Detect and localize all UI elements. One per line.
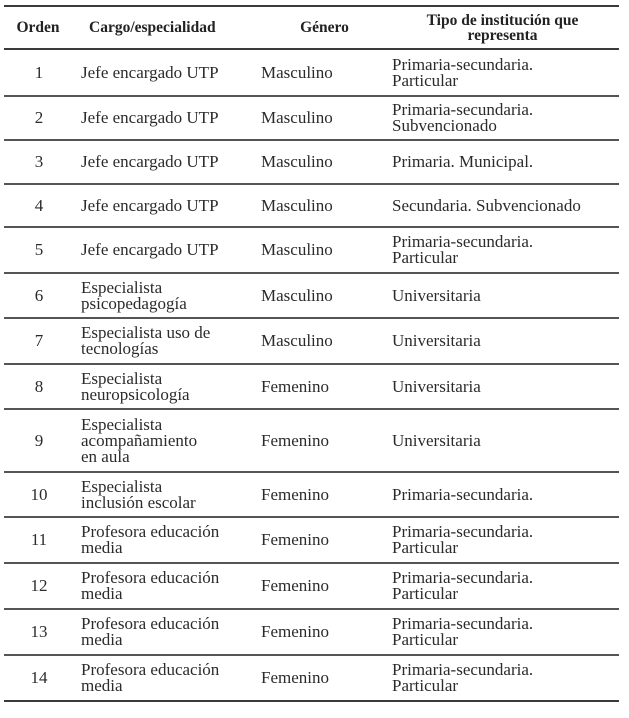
cell-tipo xyxy=(386,184,619,227)
table-row xyxy=(4,96,619,140)
cell-cargo xyxy=(72,273,255,318)
cell-cargo-line: Especialista uso de xyxy=(81,323,211,342)
header-cargo: Cargo/especialidad xyxy=(72,6,255,49)
cell-tipo-line: Universitaria xyxy=(392,430,481,450)
cell-genero: Femenino xyxy=(255,655,386,701)
header-tipo-line2: representa xyxy=(467,26,538,44)
cell-orden: 5 xyxy=(4,227,72,273)
cell-genero: Masculino xyxy=(255,96,386,140)
cell-tipo xyxy=(386,655,619,701)
cell-tipo xyxy=(386,563,619,609)
table-row xyxy=(4,49,619,96)
cell-cargo-line: Jefe encargado UTP xyxy=(81,240,219,259)
cell-genero: Femenino xyxy=(255,609,386,655)
cell-genero: Masculino xyxy=(255,227,386,273)
cell-tipo-line: Particular xyxy=(392,248,459,267)
cell-cargo xyxy=(72,563,255,609)
cell-cargo xyxy=(72,318,255,364)
cell-cargo-line: Profesora educación xyxy=(81,614,220,633)
cell-cargo-line: Especialista xyxy=(81,476,163,496)
cell-orden: 1 xyxy=(4,49,72,96)
cell-cargo-line: media xyxy=(81,676,123,695)
table-row xyxy=(4,472,619,517)
cell-tipo-line: Particular xyxy=(392,584,459,603)
cell-tipo-line: Universitaria xyxy=(392,331,481,350)
header-orden: Orden xyxy=(4,6,72,49)
table-row xyxy=(4,409,619,472)
cell-tipo-line: Secundaria. Subvencionado xyxy=(392,195,581,215)
cell-cargo-line: media xyxy=(81,630,123,649)
cell-tipo-line: Primaria-secundaria. xyxy=(392,660,534,679)
cell-genero: Femenino xyxy=(255,517,386,563)
cell-tipo-line: Universitaria xyxy=(392,285,481,305)
cell-tipo xyxy=(386,96,619,140)
cell-cargo-line: Jefe encargado UTP xyxy=(81,152,219,171)
cell-cargo xyxy=(72,49,255,96)
cell-tipo-line: Primaria. Municipal. xyxy=(392,152,534,171)
cell-tipo xyxy=(386,227,619,273)
cell-cargo-line: acompañamiento xyxy=(81,430,198,450)
table-row xyxy=(4,655,619,701)
table-row xyxy=(4,273,619,318)
cell-cargo-line: Profesora educación xyxy=(81,522,220,541)
cell-tipo-line: Primaria-secundaria. xyxy=(392,232,534,251)
cell-tipo xyxy=(386,472,619,517)
table-body xyxy=(4,49,619,701)
cell-cargo-line: neuropsicología xyxy=(81,384,190,404)
cell-cargo xyxy=(72,364,255,409)
cell-tipo xyxy=(386,273,619,318)
cell-tipo xyxy=(386,409,619,472)
cell-cargo xyxy=(72,517,255,563)
cell-cargo xyxy=(72,409,255,472)
cell-tipo xyxy=(386,49,619,96)
cell-orden: 13 xyxy=(4,609,72,655)
header-genero: Género xyxy=(255,6,386,49)
cell-genero: Masculino xyxy=(255,140,386,184)
cell-cargo-line: media xyxy=(81,584,123,603)
cell-cargo-line: Especialista xyxy=(81,414,163,434)
cell-cargo xyxy=(72,472,255,517)
table-row xyxy=(4,184,619,227)
cell-orden: 7 xyxy=(4,318,72,364)
cell-tipo xyxy=(386,609,619,655)
cell-cargo xyxy=(72,96,255,140)
cell-cargo xyxy=(72,227,255,273)
cell-cargo-line: media xyxy=(81,538,123,557)
cell-genero: Femenino xyxy=(255,364,386,409)
cell-cargo xyxy=(72,609,255,655)
header-tipo xyxy=(386,6,619,49)
cell-cargo-line: Profesora educación xyxy=(81,568,220,587)
header-row xyxy=(4,6,619,49)
cell-cargo xyxy=(72,655,255,701)
cell-orden: 10 xyxy=(4,472,72,517)
cell-tipo-line: Primaria-secundaria. xyxy=(392,522,534,541)
cell-tipo-line: Primaria-secundaria. xyxy=(392,54,534,74)
cell-tipo-line: Particular xyxy=(392,630,459,649)
cell-cargo-line: Profesora educación xyxy=(81,660,220,679)
cell-cargo-line: Especialista xyxy=(81,368,163,388)
table-row xyxy=(4,318,619,364)
cell-tipo xyxy=(386,364,619,409)
cell-genero: Masculino xyxy=(255,318,386,364)
cell-cargo-line: Jefe encargado UTP xyxy=(81,108,219,127)
cell-tipo-line: Subvencionado xyxy=(392,116,497,135)
cell-orden: 6 xyxy=(4,273,72,318)
cell-tipo-line: Particular xyxy=(392,676,459,695)
cell-orden: 11 xyxy=(4,517,72,563)
cell-tipo-line: Primaria-secundaria. xyxy=(392,100,534,119)
cell-orden: 12 xyxy=(4,563,72,609)
table-row xyxy=(4,364,619,409)
cell-tipo xyxy=(386,517,619,563)
cell-cargo-line: Jefe encargado UTP xyxy=(81,62,219,82)
cell-tipo-line: Primaria-secundaria. xyxy=(392,614,534,633)
cell-orden: 2 xyxy=(4,96,72,140)
cell-cargo xyxy=(72,140,255,184)
cell-orden: 14 xyxy=(4,655,72,701)
cell-tipo xyxy=(386,140,619,184)
cell-genero: Masculino xyxy=(255,49,386,96)
cell-tipo-line: Particular xyxy=(392,538,459,557)
table-row xyxy=(4,563,619,609)
table-row xyxy=(4,517,619,563)
cell-genero: Femenino xyxy=(255,409,386,472)
cell-orden: 8 xyxy=(4,364,72,409)
cell-cargo-line: Especialista xyxy=(81,277,163,297)
cell-tipo-line: Particular xyxy=(392,70,459,90)
cell-tipo-line: Primaria-secundaria. xyxy=(392,568,534,587)
cell-genero: Femenino xyxy=(255,472,386,517)
cell-tipo-line: Universitaria xyxy=(392,376,481,396)
cell-cargo-line: Jefe encargado UTP xyxy=(81,195,219,215)
cell-cargo-line: inclusión escolar xyxy=(81,492,196,512)
cell-tipo xyxy=(386,318,619,364)
cell-genero: Masculino xyxy=(255,184,386,227)
table-header xyxy=(4,6,619,49)
cell-cargo-line: psicopedagogía xyxy=(81,293,187,313)
cell-cargo xyxy=(72,184,255,227)
header-tipo-line1: Tipo de institución que xyxy=(426,11,579,29)
table-row xyxy=(4,140,619,184)
cell-orden: 3 xyxy=(4,140,72,184)
cell-orden: 9 xyxy=(4,409,72,472)
participants-table xyxy=(4,5,619,702)
cell-cargo-line: en aula xyxy=(81,446,130,466)
cell-tipo-line: Primaria-secundaria. xyxy=(392,484,534,504)
cell-genero: Masculino xyxy=(255,273,386,318)
cell-cargo-line: tecnologías xyxy=(81,339,159,358)
table-row xyxy=(4,609,619,655)
cell-orden: 4 xyxy=(4,184,72,227)
table-row xyxy=(4,227,619,273)
cell-genero: Femenino xyxy=(255,563,386,609)
